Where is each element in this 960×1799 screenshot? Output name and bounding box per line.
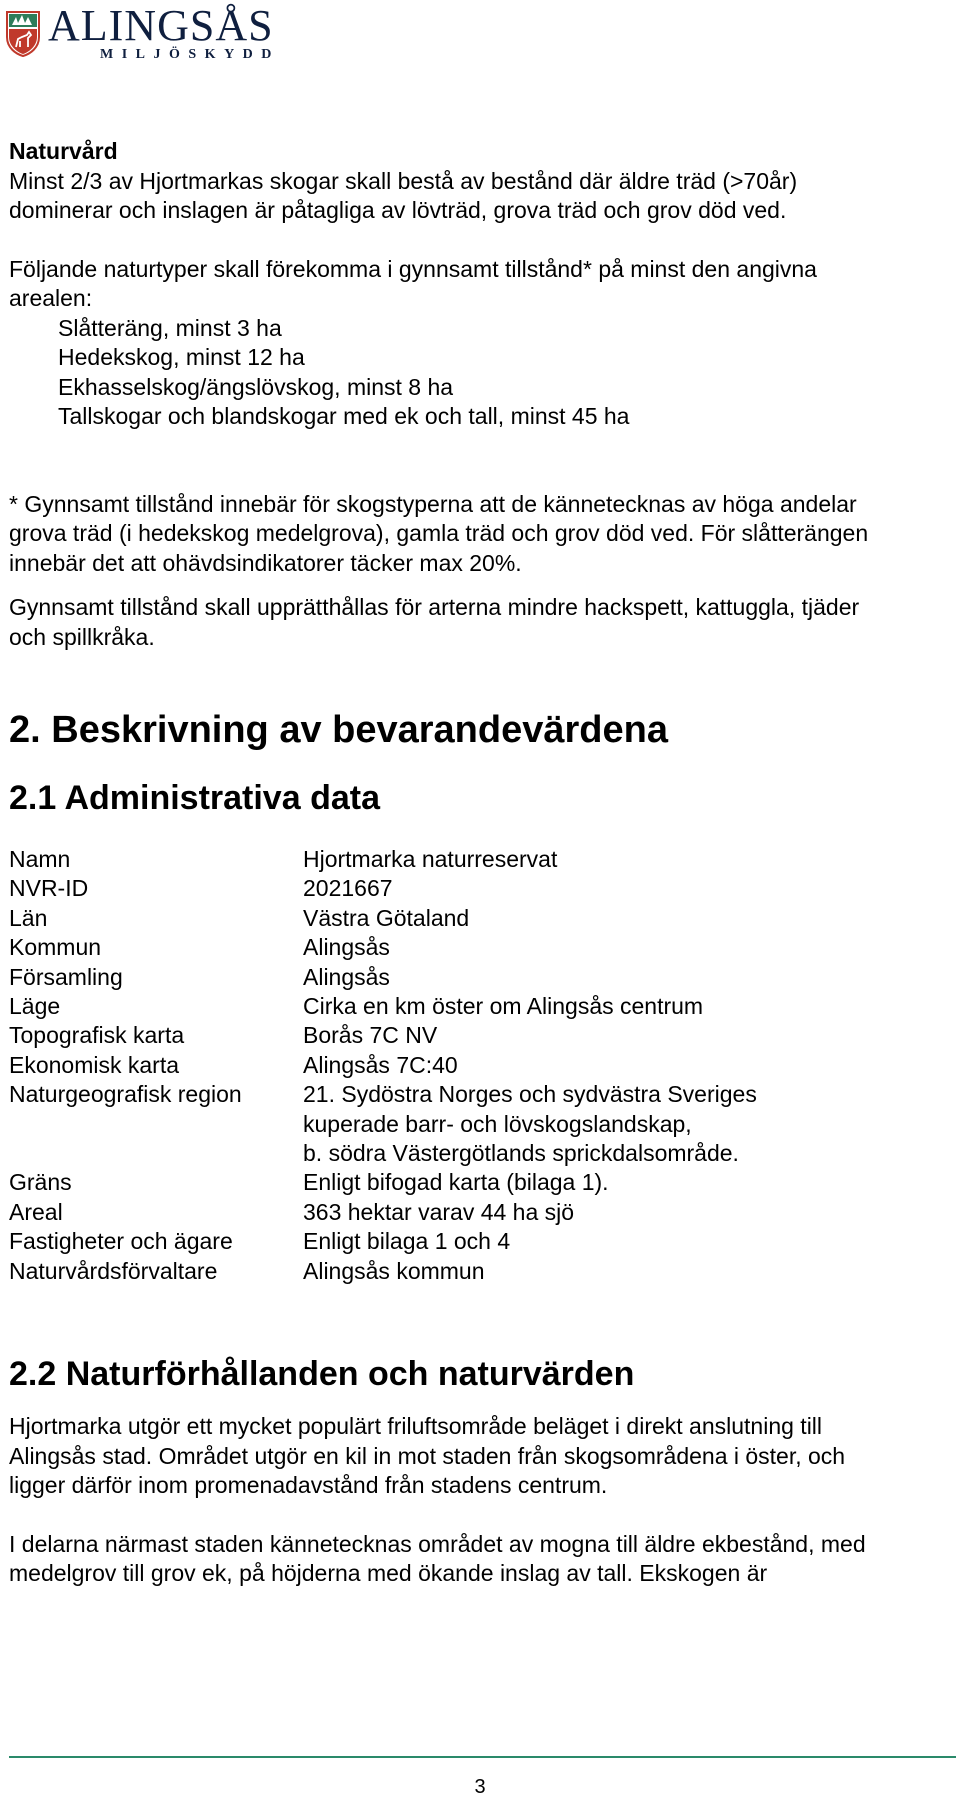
row-key: Namn [9,846,71,872]
coat-of-arms-icon [6,11,40,57]
naturvard-line: Följande naturtyper skall förekomma i gynnsamt tillstånd* på minst den angivna [9,255,817,282]
admin-data-table [9,845,757,1286]
page-number: 3 [474,1776,486,1798]
row-value: Enligt bifogad karta (bilaga 1). [303,1169,609,1196]
row-key: Församling [9,963,123,990]
list-item: Ekhasselskog/ängslövskog, minst 8 ha [58,373,454,400]
naturvard-heading: Naturvård [9,138,118,164]
table-row [9,904,757,933]
row-value: Alingsås kommun [303,1257,485,1284]
row-key: Ekonomisk karta [9,1051,180,1078]
row-key: Naturvårdsförvaltare [9,1257,218,1284]
list-item: Tallskogar och blandskogar med ek och tall, minst 45 ha [58,403,630,429]
row-value-line: 21. Sydöstra Norges och sydvästra Sveriges [303,1081,757,1108]
row-key: Kommun [9,934,102,961]
footnote-line: grova träd (i hedekskog medelgrova), gamla träd och grov död ved. För slåtterängen [9,520,869,546]
row-value: Cirka en km öster om Alingsås centrum [303,993,704,1020]
naturvard-line: Gynnsamt tillstånd skall upprätthållas för arterna mindre hackspett, kattuggla, tjäder [9,594,860,620]
row-value: Alingsås 7C:40 [303,1051,458,1078]
table-row [9,1051,757,1080]
row-value: Alingsås [303,963,390,990]
row-value: Västra Götaland [303,904,470,931]
naturvard-line: arealen: [9,285,93,311]
section-2-1-heading: 2.1 Administrativa data [9,779,380,817]
table-row [9,845,757,874]
footnote-line: * Gynnsamt tillstånd innebär för skogstyperna att de kännetecknas av höga andelar [9,490,857,517]
section-2-heading: 2. Beskrivning av bevarandevärdena [9,709,668,751]
row-value: Hjortmarka naturreservat [303,846,558,872]
logo [6,1,280,64]
body-line: medelgrov till grov ek, på höjderna med ökande inslag av tall. Ekskogen är [9,1560,768,1587]
section-2-2-heading: 2.2 Naturförhållanden och naturvärden [9,1355,635,1394]
row-value: Enligt bilaga 1 och 4 [303,1228,511,1255]
table-row [9,1168,757,1197]
body-line: Alingsås stad. Området utgör en kil in mot staden från skogsområdena i öster, och [9,1442,846,1469]
table-row [9,1198,757,1227]
row-key: Län [9,904,48,931]
row-value-line: b. södra Västergötlands sprickdalsområde. [303,1140,739,1167]
naturvard-line: dominerar och inslagen är påtagliga av lövträd, grova träd och grov död ved. [9,197,787,223]
document-body [9,137,955,1589]
logo-subtitle: MILJÖSKYDD [100,47,280,62]
table-row [9,1257,757,1286]
row-value [303,1080,757,1168]
table-row [9,1021,757,1050]
body-line: ligger därför inom promenadavstånd från stadens centrum. [9,1472,608,1499]
table-row [9,992,757,1021]
table-row [9,933,757,962]
row-key: NVR-ID [9,875,89,902]
list-item: Hedekskog, minst 12 ha [58,344,305,370]
row-value: 2021667 [303,875,393,902]
row-key: Gräns [9,1169,72,1196]
row-value: 363 hektar varav 44 ha sjö [303,1198,575,1225]
body-line: I delarna närmast staden kännetecknas området av mogna till äldre ekbestånd, med [9,1530,866,1557]
naturvard-line: Minst 2/3 av Hjortmarkas skogar skall bestå av bestånd där äldre träd (>70år) [9,167,798,194]
table-row [9,1080,757,1168]
row-value: Alingsås [303,934,390,961]
table-row [9,874,757,903]
row-value-line: kuperade barr- och lövskogslandskap, [303,1110,692,1137]
row-key: Fastigheter och ägare [9,1228,233,1255]
row-key: Läge [9,993,61,1020]
table-row [9,963,757,992]
row-key: Naturgeografisk region [9,1081,242,1108]
body-line: Hjortmarka utgör ett mycket populärt friluftsområde beläget i direkt anslutning till [9,1413,823,1440]
row-value: Borås 7C NV [303,1022,438,1049]
footer-divider [9,1756,956,1758]
footnote-line: innebär det att ohävdsindikatorer täcker max 20%. [9,549,522,576]
table-row [9,1227,757,1256]
row-key: Areal [9,1198,63,1225]
row-key: Topografisk karta [9,1022,185,1049]
logo-title: ALINGSÅS [48,1,274,50]
list-item: Slåtteräng, minst 3 ha [58,314,282,341]
naturvard-line: och spillkråka. [9,623,155,650]
